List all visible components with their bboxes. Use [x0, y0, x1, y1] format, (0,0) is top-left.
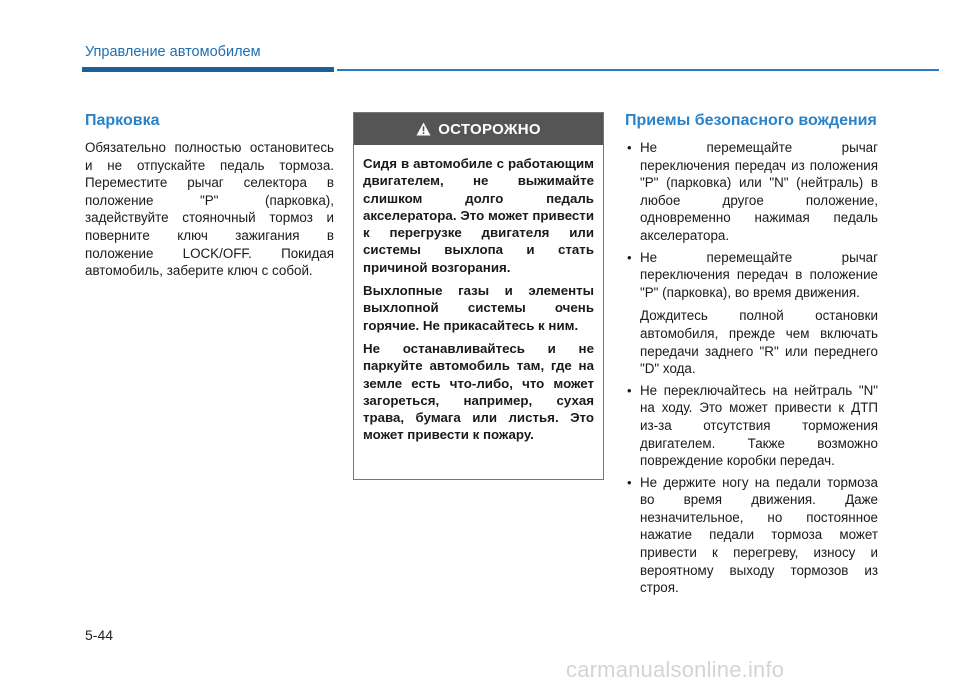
list-item — [625, 139, 878, 245]
warning-paragraph: Выхлопные газы и элементы выхлопной системы очень горячие. Не прикасайтесь к ним. — [363, 283, 594, 333]
warning-body — [354, 145, 603, 444]
list-item-text: • Не переключайтесь на нейтраль "N" на ходу. Это может привести к ДТП из-за отсутствия торможения двигателем. Также возможно повреждение коробки передач. — [640, 382, 878, 469]
safe-driving-title: Приемы безопасного вождения — [625, 112, 877, 129]
list-item-text: • Не перемещайте рычаг переключения передач в положение "P" (парковка), во время движения. — [640, 249, 878, 300]
warning-paragraph: Сидя в автомобиле с работающим двигателем, не выжимайте слишком долго педаль акселератора. Это может привести к перегрузке двигателя или системы выхлопа и стать причиной возгорания. — [363, 156, 594, 275]
warning-triangle-icon — [416, 122, 431, 136]
list-item-text: Дождитесь полной остановки автомобиля, прежде чем включать передачи заднего "R" или переднего "D" хода. — [640, 308, 878, 377]
list-item-text: • Не держите ногу на педали тормоза во время движения. Даже незначительное, но постоянное нажатие педали тормоза может привести к перегреву, износу и вероятному выходу тормозов из строя. — [640, 474, 878, 596]
warning-label: ОСТОРОЖНО — [438, 120, 541, 138]
page-number: 5-44 — [85, 627, 114, 643]
parking-text: Обязательно полностью остановитесь и не отпускайте педаль тормоза. Переместите рычаг селектора в положение "P" (парковка), задействуйте стояночный тормоз и поверните ключ зажигания в положение LOCK/OFF. Покидая автомобиль, заберите ключ с собой. — [85, 140, 334, 279]
list-item — [625, 474, 878, 597]
header-title: Управление автомобилем — [85, 44, 261, 60]
header-bar-dark — [82, 67, 334, 72]
warning-paragraph: Не останавливайтесь и не паркуйте автомобиль там, где на земле есть что-либо, что может загореться, например, сухая трава, бумага или листья. Это может привести к пожару. — [363, 340, 594, 443]
warning-header — [354, 113, 603, 145]
safe-driving-section — [625, 112, 878, 601]
list-item — [625, 249, 878, 378]
list-item-text: • Не перемещайте рычаг переключения передач из положения "P" (парковка) или "N" (нейтраль) в любое другое положение, одновременно нажимая педаль акселератора. — [640, 140, 878, 243]
parking-title: Парковка — [85, 112, 160, 129]
parking-section — [85, 112, 334, 280]
safe-driving-list — [625, 139, 878, 597]
watermark: carmanualsonline.info — [566, 657, 785, 682]
warning-box — [353, 112, 604, 480]
header-bar-light — [337, 69, 939, 71]
list-item — [625, 382, 878, 470]
